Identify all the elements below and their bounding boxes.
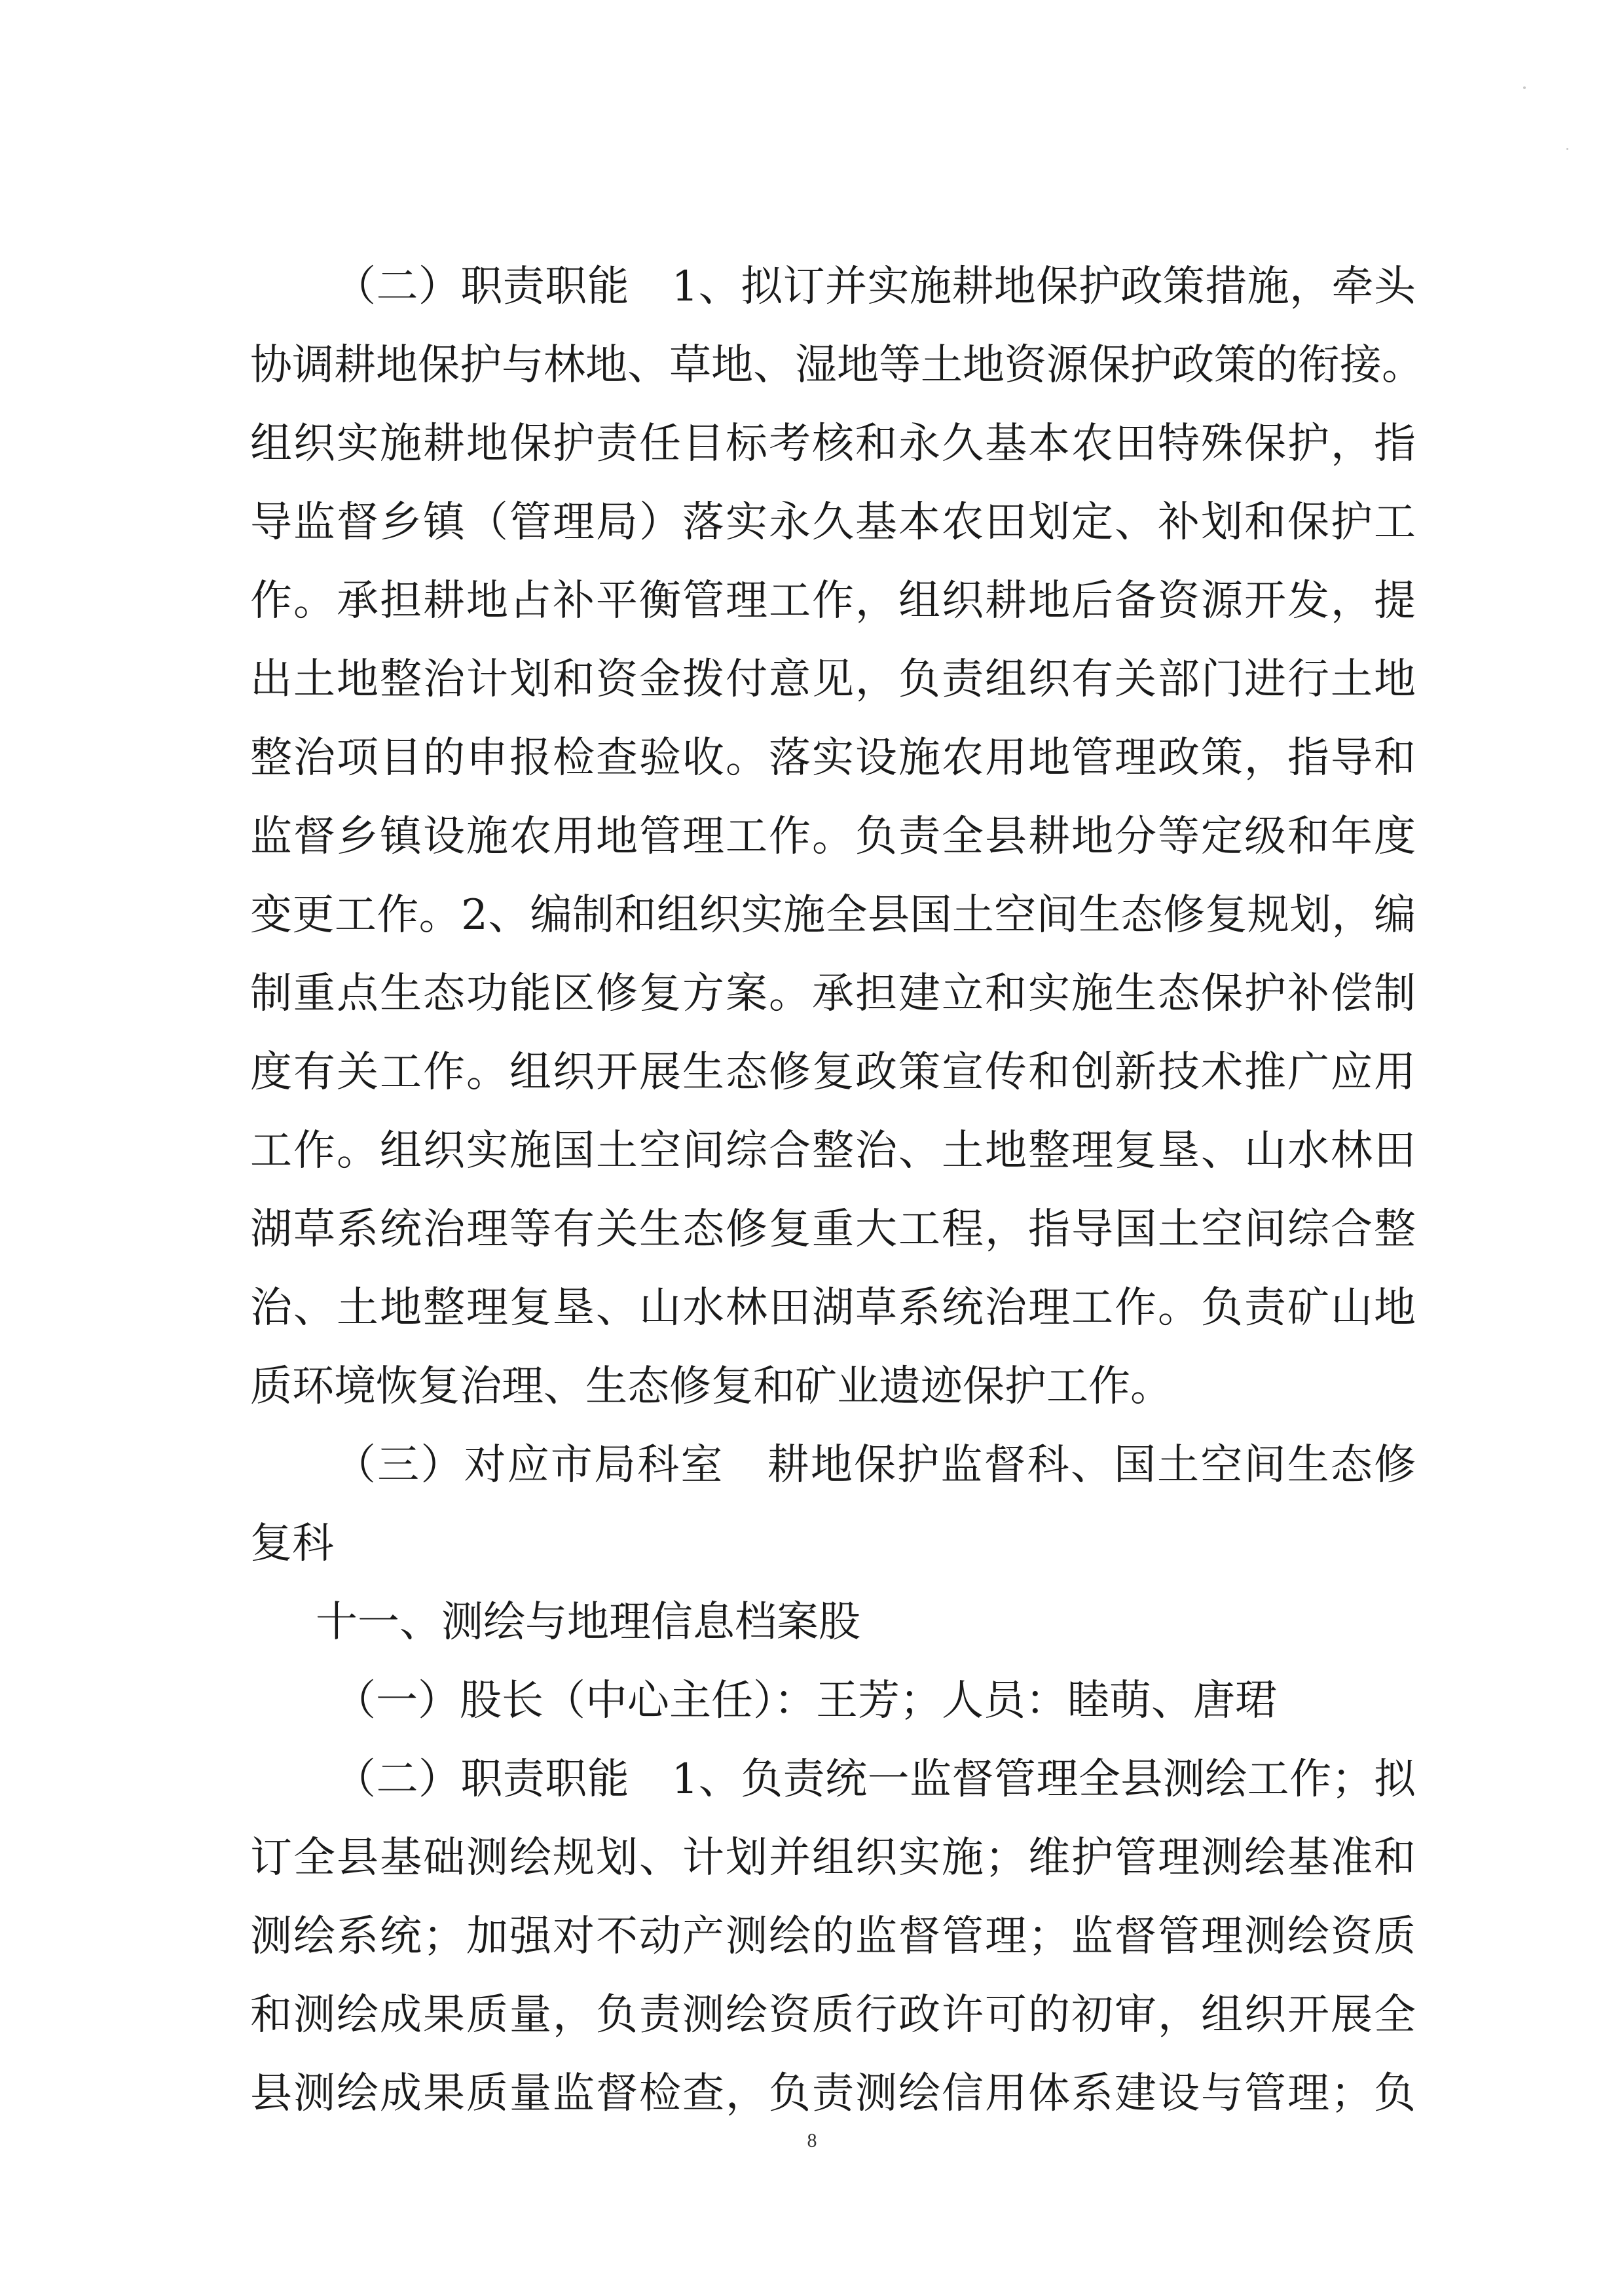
paragraph-line-text: 和测绘成果质量，负责测绘资质行政许可的初审，组织开展全 xyxy=(250,1991,1416,2039)
paragraph-line-text: 度有关工作。组织开展生态修复政策宣传和创新技术推广应用 xyxy=(250,1048,1416,1097)
paragraph-line xyxy=(0,792,1624,881)
paragraph-line xyxy=(0,1264,1624,1353)
paragraph-line xyxy=(0,321,1624,410)
paragraph-line-text: 工作。组织实施国土空间综合整治、土地整理复垦、山水林田 xyxy=(250,1127,1416,1175)
paragraph-line-text: （三）对应市局科室 耕地保护监督科、国土空间生态修 xyxy=(334,1441,1416,1489)
scan-speck xyxy=(1523,86,1526,89)
paragraph-line xyxy=(0,871,1624,960)
paragraph-line xyxy=(0,1971,1624,2060)
paragraph-line-text: 监督乡镇设施农用地管理工作。负责全县耕地分等定级和年度 xyxy=(250,812,1416,861)
paragraph-line xyxy=(0,1028,1624,1117)
page-number: 8 xyxy=(807,2130,817,2151)
paragraph-line-text: 订全县基础测绘规划、计划并组织实施；维护管理测绘基准和 xyxy=(250,1834,1416,1882)
paragraph-line-text: 整治项目的申报检查验收。落实设施农用地管理政策，指导和 xyxy=(250,734,1416,782)
paragraph-line-text: （二）职责职能 1、拟订并实施耕地保护政策措施，牵头 xyxy=(334,263,1416,311)
paragraph-line xyxy=(0,1499,1624,1588)
paragraph-line xyxy=(0,2049,1624,2138)
paragraph-line xyxy=(0,949,1624,1038)
paragraph-line xyxy=(0,399,1624,488)
paragraph-line-text: 导监督乡镇（管理局）落实永久基本农田划定、补划和保护工 xyxy=(250,498,1416,547)
paragraph-line-text: 复科 xyxy=(250,1520,334,1568)
paragraph-line-text: 制重点生态功能区修复方案。承担建立和实施生态保护补偿制 xyxy=(250,970,1416,1018)
paragraph-line xyxy=(0,1735,1624,1824)
paragraph-line xyxy=(0,478,1624,567)
scan-speck xyxy=(1566,148,1568,150)
paragraph-line-text: 出土地整治计划和资金拨付意见，负责组织有关部门进行土地 xyxy=(250,655,1416,704)
paragraph-line xyxy=(0,1342,1624,1431)
paragraph-line-text: 县测绘成果质量监督检查，负责测绘信用体系建设与管理；负 xyxy=(250,2069,1416,2118)
paragraph-line xyxy=(0,1813,1624,1903)
section-heading-text: 十一、测绘与地理信息档案股 xyxy=(316,1598,860,1647)
paragraph-line-text: 测绘系统；加强对不动产测绘的监督管理；监督管理测绘资质 xyxy=(250,1912,1416,1961)
paragraph-line xyxy=(0,635,1624,724)
paragraph-line-text: （二）职责职能 1、负责统一监督管理全县测绘工作；拟 xyxy=(334,1755,1416,1804)
paragraph-line-text: 质环境恢复治理、生态修复和矿业遗迹保护工作。 xyxy=(250,1362,1172,1411)
paragraph-line xyxy=(0,1892,1624,1981)
paragraph-line-text: 组织实施耕地保护责任目标考核和永久基本农田特殊保护，指 xyxy=(250,420,1416,468)
paragraph-line-text: 作。承担耕地占补平衡管理工作，组织耕地后备资源开发，提 xyxy=(250,577,1416,625)
paragraph-line xyxy=(0,1421,1624,1510)
paragraph-line xyxy=(0,1656,1624,1745)
paragraph-line xyxy=(0,1185,1624,1274)
paragraph-line-text: （一）股长（中心主任）：王芳；人员：睦萌、唐珺 xyxy=(334,1677,1277,1725)
paragraph-line xyxy=(0,1106,1624,1195)
paragraph-line xyxy=(0,242,1624,331)
paragraph-line-text: 变更工作。2、编制和组织实施全县国土空间生态修复规划，编 xyxy=(250,891,1416,939)
paragraph-line xyxy=(0,714,1624,803)
paragraph-line-text: 协调耕地保护与林地、草地、湿地等土地资源保护政策的衔接。 xyxy=(250,341,1424,390)
section-heading xyxy=(0,1578,1624,1667)
paragraph-line-text: 湖草系统治理等有关生态修复重大工程，指导国土空间综合整 xyxy=(250,1205,1416,1254)
paragraph-line xyxy=(0,556,1624,646)
paragraph-line-text: 治、土地整理复垦、山水林田湖草系统治理工作。负责矿山地 xyxy=(250,1284,1416,1332)
